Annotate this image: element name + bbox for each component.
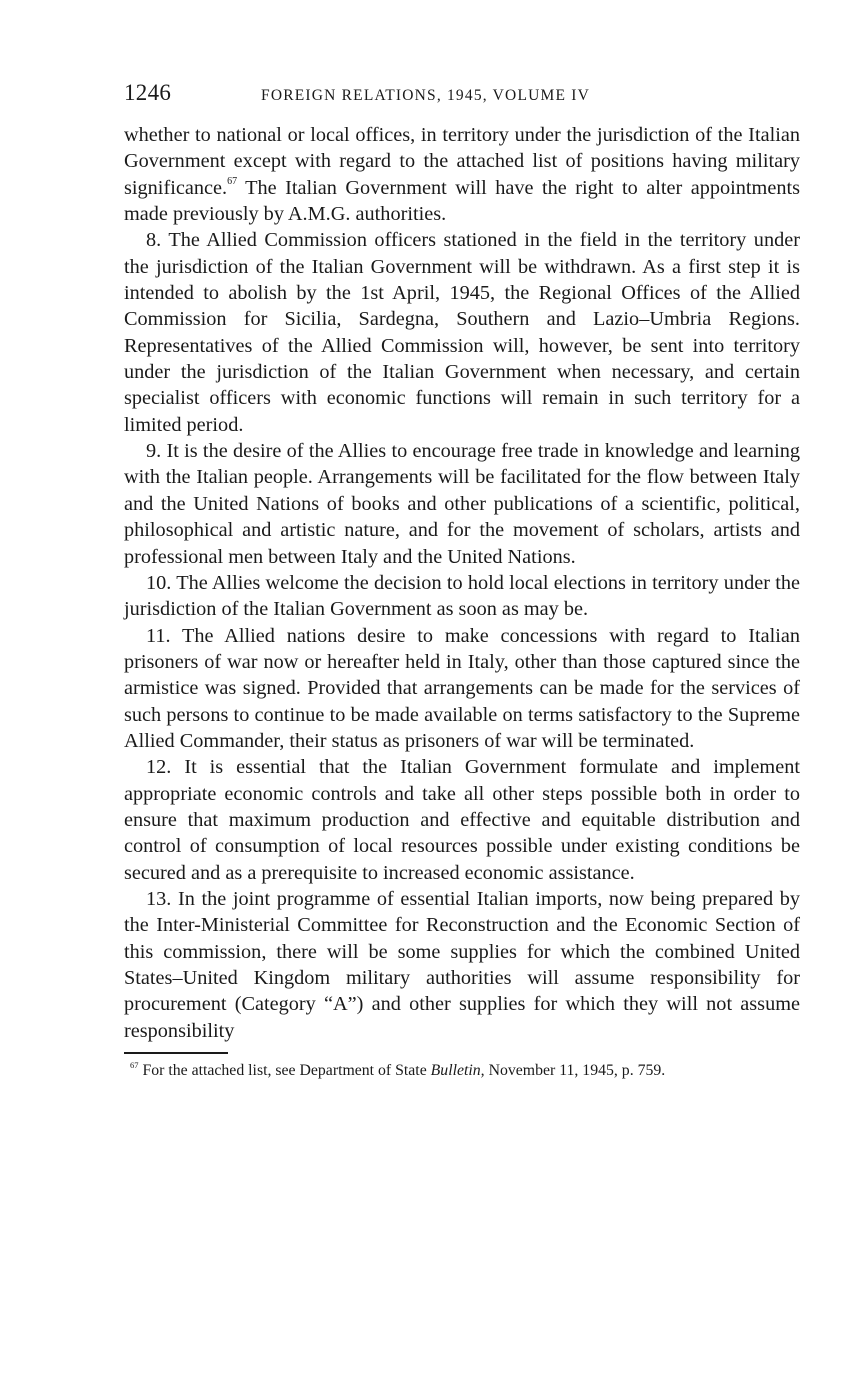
running-title: FOREIGN RELATIONS, 1945, VOLUME IV — [261, 87, 590, 104]
footnote-text-a: For the attached list, see Department of State — [138, 1062, 431, 1080]
body-text — [124, 122, 800, 1044]
paragraph-9: 9. It is the desire of the Allies to encourage free trade in knowledge and learning with the Italian people. Arrangements will be facilitated for the flow between Italy and the United Nations of books and other publications of a scientific, political, philosophical and artistic nature, and for the movement of scholars, artists and professional men between Italy and the United Nations. — [124, 440, 800, 568]
paragraph-13: 13. In the joint programme of essential Italian imports, now being prepared by the Inter-Ministerial Committee for Reconstruction and the Economic Section of this commission, there will be some supplies for which the combined United States–United Kingdom military authorities will assume responsibility for procurement (Category “A”) and other supplies for which they will not assume responsibility — [124, 887, 800, 1042]
footnote-divider — [124, 1052, 228, 1054]
footnote-text-b: November 11, 1945, p. 759. — [484, 1062, 666, 1080]
footnote-publication-title: Bulletin, — [430, 1062, 485, 1080]
paragraph-intro-text-b: The Italian Government will have the right to alter appointments made previously by A.M.G. authorities. — [124, 176, 800, 226]
paragraph-intro-text-a: whether to national or local offices, in territory under the jurisdiction of the Italian Government except with regard to the attached list of positions having military significance. — [124, 124, 800, 199]
footnote-reference: 67 — [227, 175, 238, 187]
paragraph-12: 12. It is essential that the Italian Government formulate and implement appropriate economic controls and take all other steps possible both in order to ensure that maximum production and effective and equitable distribution and control of consumption of local resources possible under existing conditions be secured and as a prerequisite to increased economic assistance. — [124, 756, 800, 884]
paragraph-10: 10. The Allies welcome the decision to hold local elections in territory under the jurisdiction of the Italian Government as soon as may be. — [124, 571, 800, 621]
document-page — [124, 78, 800, 1097]
paragraph-8: 8. The Allied Commission officers stationed in the field in the territory under the jurisdiction of the Italian Government will be withdrawn. As a first step it is intended to abolish by the 1st April, 1945, the Regional Offices of the Allied Commission for Sicilia, Sardegna, Southern and Lazio–Umbria Regions. Representatives of the Allied Commission will, however, be sent into territory under the jurisdiction of the Italian Government when necessary, and certain specialist officers with economic functions will remain in such territory for a limited period. — [124, 229, 800, 436]
paragraph-intro — [124, 122, 800, 227]
paragraph-11: 11. The Allied nations desire to make concessions with regard to Italian prisoners of war now or hereafter held in Italy, other than those captured since the armistice was signed. Provided that arrangements can be made for the services of such persons to continue to be made available on terms satisfactory to the Supreme Allied Commander, their status as prisoners of war will be terminated. — [124, 624, 800, 752]
footnote — [116, 1061, 792, 1082]
page-number: 1246 — [124, 80, 172, 105]
footnote-marker: 67 — [130, 1059, 139, 1070]
running-header — [124, 78, 800, 112]
